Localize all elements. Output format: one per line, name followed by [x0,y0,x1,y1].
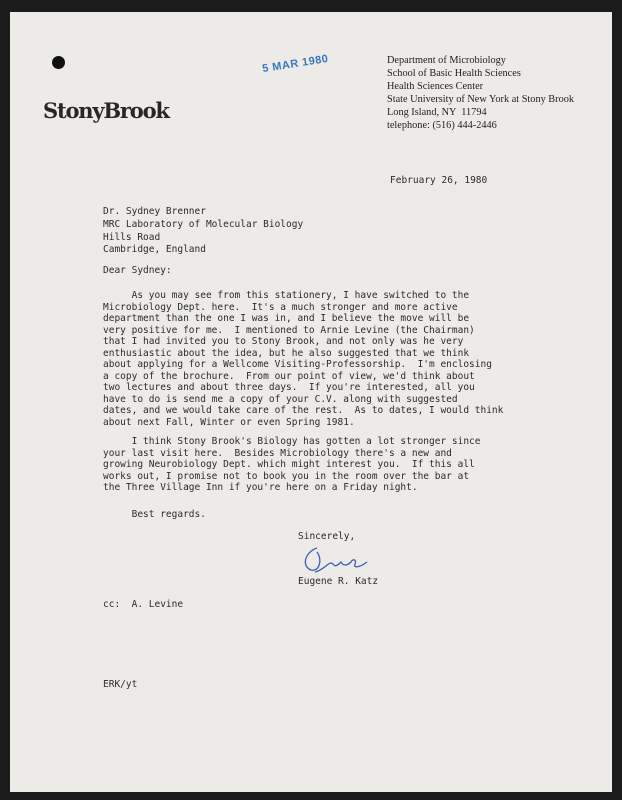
handwritten-signature [295,546,375,576]
text-line: about next Fall, Winter or even Spring 1981. [103,416,355,428]
text-line: about applying for a Wellcome Visiting-Professorship. I'm enclosing [103,359,492,370]
text-line: growing Neurobiology Dept. which might interest you. If this all [103,459,475,470]
recipient-address [103,206,303,257]
letterhead-line: telephone: (516) 444-2446 [387,120,497,131]
letterhead-line: Department of Microbiology [387,55,506,66]
received-date-stamp: 5 MAR 1980 [261,52,330,76]
cc-line: cc: A. Levine [103,599,184,610]
text-line: have to do is send me a copy of your C.V. along with suggested [103,393,458,405]
text-line: works out, I promise not to book you in the room over the bar at [103,470,470,482]
recipient-line: MRC Laboratory of Molecular Biology [103,218,304,230]
text-line: your last visit here. Besides Microbiology there's a new and [103,447,452,459]
text-line: As you may see from this stationery, I have switched to the [103,290,470,301]
recipient-line: Hills Road [103,231,161,243]
recipient-line: Cambridge, England [103,244,206,256]
typist-initials: ERK/yt [103,679,138,690]
letterhead-line: Long Island, NY 11794 [387,107,487,118]
recipient-line: Dr. Sydney Brenner [103,206,206,217]
closing: Best regards. [103,509,206,520]
text-line: I think Stony Brook's Biology has gotten a lot stronger since [103,436,481,447]
letter-date: February 26, 1980 [390,175,488,186]
sincerely: Sincerely, [298,531,356,542]
letterhead-line: State University of New York at Stony Brook [387,94,575,105]
text-line: Microbiology Dept. here. It's a much stronger and more active [103,301,458,313]
signer-name: Eugene R. Katz [298,576,379,587]
paragraph-1 [103,290,503,428]
paragraph-2 [103,436,481,494]
text-line: a copy of the brochure. From our point of view, we'd think about [103,370,475,382]
letter-page [10,12,612,792]
text-line: the Three Village Inn if you're here on a Friday night. [103,482,418,493]
text-line: very positive for me. I mentioned to Arnie Levine (the Chairman) [103,324,475,336]
letterhead-line: School of Basic Health Sciences [387,68,521,79]
text-line: enthusiastic about the idea, but he also suggested that we think [103,347,470,359]
text-line: two lectures and about three days. If you're interested, all you [103,382,475,393]
salutation: Dear Sydney: [103,265,172,276]
text-line: department than the one I was in, and I believe the move will be [103,313,470,324]
text-line: that I had invited you to Stony Brook, and not only was he very [103,336,464,347]
text-line: dates, and we would take care of the rest. As to dates, I would think [103,405,504,416]
punch-hole [52,56,65,69]
letterhead-address [387,54,574,132]
stony-brook-logo: StonyBrook [43,98,169,123]
letterhead-line: Health Sciences Center [387,81,484,92]
